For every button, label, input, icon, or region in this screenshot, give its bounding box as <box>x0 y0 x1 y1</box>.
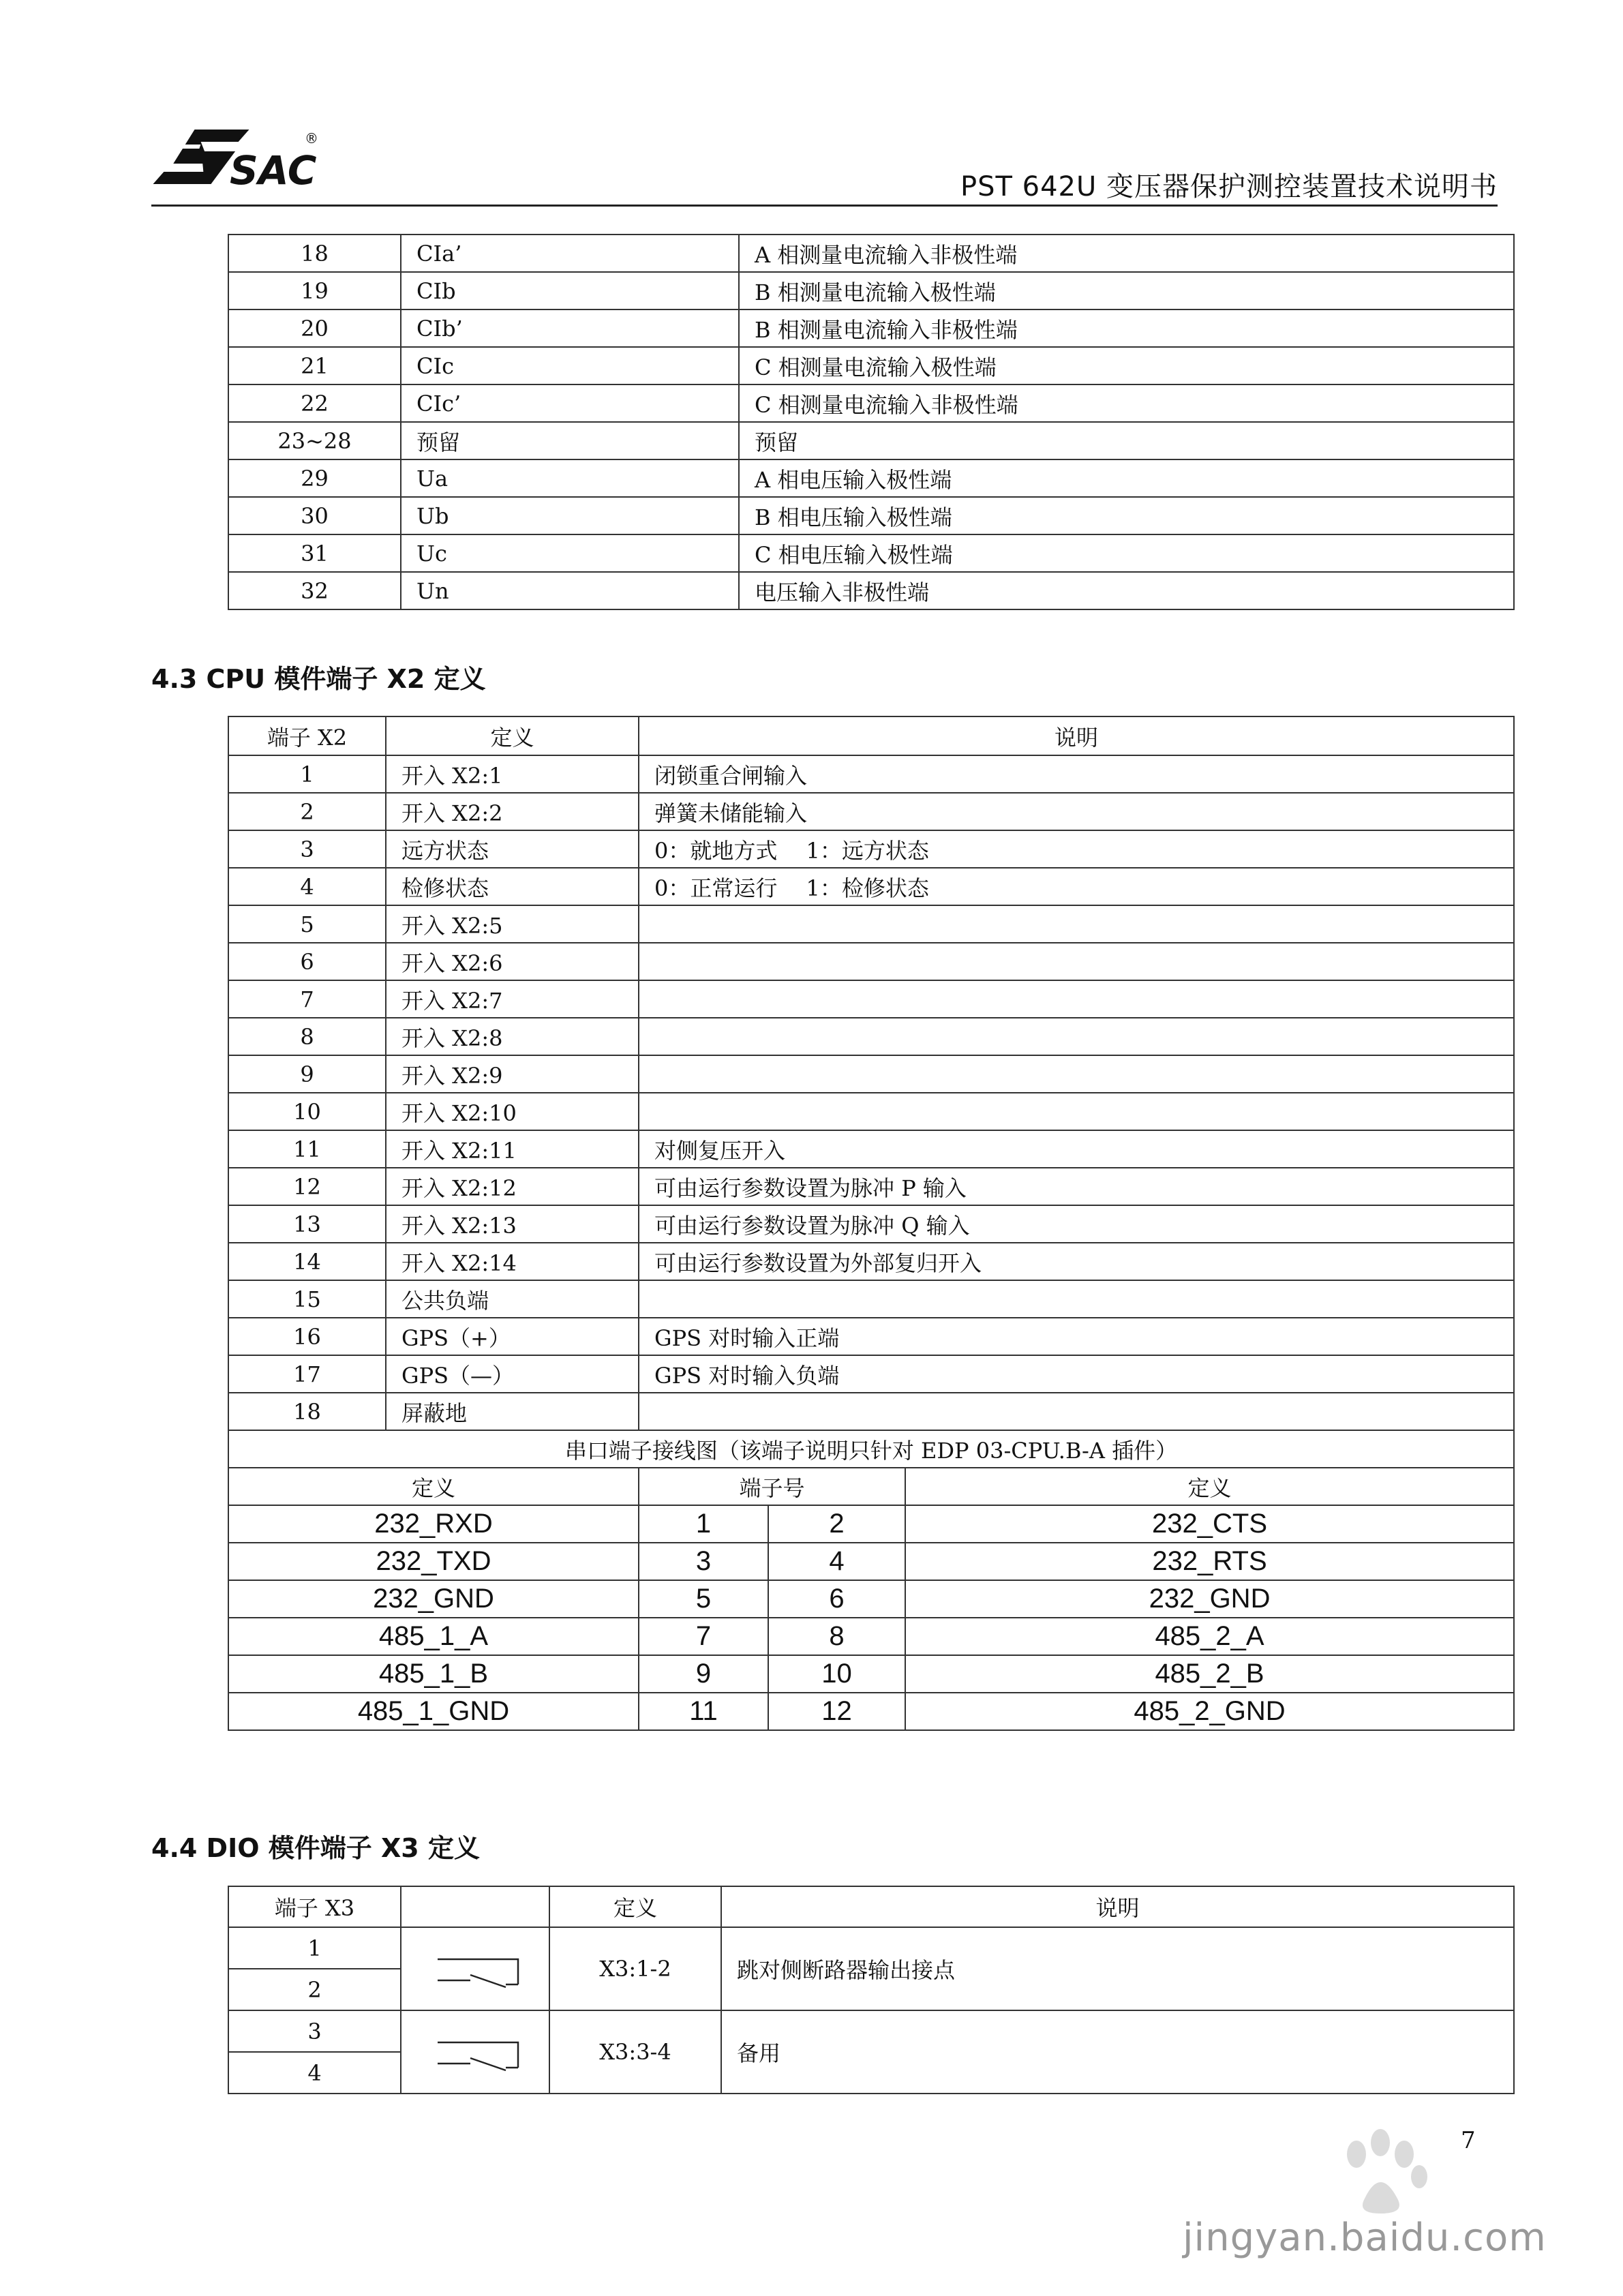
table-row <box>228 868 1514 905</box>
serial-pin-right: 12 <box>768 1693 905 1730</box>
table-row <box>228 980 1514 1018</box>
terminal-signal: CIc <box>401 347 739 384</box>
x3-header-row <box>228 1886 1514 1927</box>
serial-def-right: 232_GND <box>905 1580 1514 1618</box>
x2-description: 可由运行参数设置为脉冲 Q 输入 <box>639 1205 1514 1243</box>
x2-definition: 检修状态 <box>386 868 639 905</box>
col-definition: 定义 <box>386 716 639 755</box>
terminal-number: 32 <box>228 572 401 609</box>
x2-terminal-number: 14 <box>228 1243 386 1280</box>
table-row <box>228 755 1514 793</box>
terminal-description: A 相测量电流输入非极性端 <box>739 235 1514 272</box>
watermark-url: jingyan.baidu.com <box>1183 2216 1547 2260</box>
serial-row <box>228 1618 1514 1655</box>
serial-title-row <box>228 1430 1514 1468</box>
x2-terminal-number: 17 <box>228 1355 386 1393</box>
table-row <box>228 272 1514 309</box>
x2-description <box>639 943 1514 980</box>
serial-col-def-left: 定义 <box>228 1468 639 1505</box>
serial-pin-left: 7 <box>639 1618 768 1655</box>
x2-definition: 开入 X2:13 <box>386 1205 639 1243</box>
x2-description <box>639 1093 1514 1130</box>
page-number: 7 <box>1461 2127 1476 2154</box>
header-rule <box>151 205 1498 207</box>
x3-description: 跳对侧断路器输出接点 <box>721 1927 1514 2010</box>
terminal-signal: CIb <box>401 272 739 309</box>
table-row <box>228 235 1514 272</box>
page-header <box>151 109 1498 206</box>
x2-definition: 公共负端 <box>386 1280 639 1318</box>
terminal-table-continued <box>228 234 1515 610</box>
terminal-description: C 相测量电流输入极性端 <box>739 347 1514 384</box>
terminal-description: 预留 <box>739 422 1514 459</box>
x2-definition: 开入 X2:12 <box>386 1168 639 1205</box>
serial-pin-left: 11 <box>639 1693 768 1730</box>
terminal-signal: CIa’ <box>401 235 739 272</box>
x2-terminal-number: 16 <box>228 1318 386 1355</box>
table-row <box>228 1168 1514 1205</box>
x2-description: 可由运行参数设置为外部复归开入 <box>639 1243 1514 1280</box>
serial-pin-left: 3 <box>639 1543 768 1580</box>
table-row <box>228 1243 1514 1280</box>
x3-terminal-a: 1 <box>228 1927 401 1969</box>
x2-definition: 开入 X2:1 <box>386 755 639 793</box>
x2-terminal-number: 6 <box>228 943 386 980</box>
col-definition-x3: 定义 <box>549 1886 721 1927</box>
table-row <box>228 1393 1514 1430</box>
serial-def-right: 485_2_B <box>905 1655 1514 1693</box>
table-row <box>228 905 1514 943</box>
serial-pin-right: 6 <box>768 1580 905 1618</box>
terminal-signal: Un <box>401 572 739 609</box>
x2-terminal-number: 7 <box>228 980 386 1018</box>
x3-definition: X3:1-2 <box>549 1927 721 2010</box>
serial-row <box>228 1655 1514 1693</box>
x2-description: 0：就地方式 1：远方状态 <box>639 830 1514 868</box>
table-row <box>228 793 1514 830</box>
x3-terminal-a: 3 <box>228 2010 401 2052</box>
terminal-number: 31 <box>228 534 401 572</box>
terminal-number: 18 <box>228 235 401 272</box>
x2-terminal-number: 13 <box>228 1205 386 1243</box>
x2-terminal-number: 3 <box>228 830 386 868</box>
table-row <box>228 1055 1514 1093</box>
x2-description: GPS 对时输入正端 <box>639 1318 1514 1355</box>
serial-def-right: 485_2_GND <box>905 1693 1514 1730</box>
table-row <box>228 943 1514 980</box>
x2-definition: 开入 X2:9 <box>386 1055 639 1093</box>
x2-description: GPS 对时输入负端 <box>639 1355 1514 1393</box>
terminal-signal: Ub <box>401 497 739 534</box>
contact-symbol-icon <box>417 1942 533 1990</box>
col-description-x3: 说明 <box>721 1886 1514 1927</box>
table-row <box>228 1093 1514 1130</box>
x3-contact-symbol <box>401 2010 549 2094</box>
x2-terminal-number: 11 <box>228 1130 386 1168</box>
terminal-signal: CIb’ <box>401 309 739 347</box>
x2-definition: 屏蔽地 <box>386 1393 639 1430</box>
table-row <box>228 1280 1514 1318</box>
col-terminal: 端子 X2 <box>228 716 386 755</box>
terminal-number: 22 <box>228 384 401 422</box>
terminal-number: 19 <box>228 272 401 309</box>
x3-definition: X3:3-4 <box>549 2010 721 2094</box>
terminal-number: 23~28 <box>228 422 401 459</box>
terminal-description: A 相电压输入极性端 <box>739 459 1514 497</box>
serial-row <box>228 1505 1514 1543</box>
x2-definition: GPS（+） <box>386 1318 639 1355</box>
table-row <box>228 309 1514 347</box>
sac-logo <box>151 116 329 201</box>
serial-pin-right: 4 <box>768 1543 905 1580</box>
terminal-number: 20 <box>228 309 401 347</box>
table-row <box>228 534 1514 572</box>
table-row <box>228 1927 1514 1969</box>
table-row <box>228 497 1514 534</box>
x2-terminal-number: 15 <box>228 1280 386 1318</box>
x2-definition: 开入 X2:7 <box>386 980 639 1018</box>
x2-terminal-number: 5 <box>228 905 386 943</box>
svg-text:SAC: SAC <box>230 147 317 194</box>
terminal-number: 30 <box>228 497 401 534</box>
terminal-number: 21 <box>228 347 401 384</box>
table-row <box>228 1130 1514 1168</box>
x2-definition: 开入 X2:5 <box>386 905 639 943</box>
table-row <box>228 2010 1514 2052</box>
table-row <box>228 459 1514 497</box>
terminal-description: B 相电压输入极性端 <box>739 497 1514 534</box>
serial-def-left: 232_TXD <box>228 1543 639 1580</box>
section-heading-x3: 4.4 DIO 模件端子 X3 定义 <box>151 1833 480 1863</box>
terminal-signal: CIc’ <box>401 384 739 422</box>
x2-description <box>639 1055 1514 1093</box>
serial-row <box>228 1693 1514 1730</box>
x2-description <box>639 905 1514 943</box>
serial-def-left: 485_1_A <box>228 1618 639 1655</box>
serial-def-left: 485_1_B <box>228 1655 639 1693</box>
serial-def-right: 232_RTS <box>905 1543 1514 1580</box>
col-description: 说明 <box>639 716 1514 755</box>
serial-pin-left: 1 <box>639 1505 768 1543</box>
cpu-x2-table <box>228 716 1515 1731</box>
serial-header-row <box>228 1468 1514 1505</box>
x2-terminal-number: 12 <box>228 1168 386 1205</box>
section-heading-x2: 4.3 CPU 模件端子 X2 定义 <box>151 664 486 694</box>
serial-pin-left: 5 <box>639 1580 768 1618</box>
table-row <box>228 347 1514 384</box>
serial-pin-left: 9 <box>639 1655 768 1693</box>
terminal-description: B 相测量电流输入极性端 <box>739 272 1514 309</box>
serial-col-def-right: 定义 <box>905 1468 1514 1505</box>
table-row <box>228 422 1514 459</box>
x2-definition: 远方状态 <box>386 830 639 868</box>
col-terminal-x3: 端子 X3 <box>228 1886 401 1927</box>
x2-description: 闭锁重合闸输入 <box>639 755 1514 793</box>
terminal-number: 29 <box>228 459 401 497</box>
document-title: PST 642U 变压器保护测控装置技术说明书 <box>960 171 1498 202</box>
table-row <box>228 1205 1514 1243</box>
x2-description <box>639 980 1514 1018</box>
x2-description: 可由运行参数设置为脉冲 P 输入 <box>639 1168 1514 1205</box>
serial-pin-right: 8 <box>768 1618 905 1655</box>
x2-description: 弹簧未储能输入 <box>639 793 1514 830</box>
serial-col-terminal: 端子号 <box>639 1468 905 1505</box>
x3-terminal-b: 2 <box>228 1969 401 2010</box>
serial-def-left: 232_RXD <box>228 1505 639 1543</box>
terminal-description: C 相电压输入极性端 <box>739 534 1514 572</box>
x2-definition: 开入 X2:6 <box>386 943 639 980</box>
serial-row <box>228 1580 1514 1618</box>
x3-terminal-b: 4 <box>228 2052 401 2094</box>
x3-description: 备用 <box>721 2010 1514 2094</box>
serial-def-right: 485_2_A <box>905 1618 1514 1655</box>
terminal-description: B 相测量电流输入非极性端 <box>739 309 1514 347</box>
svg-text:®: ® <box>305 130 318 147</box>
col-symbol <box>401 1886 549 1927</box>
table-row <box>228 1318 1514 1355</box>
x2-terminal-number: 9 <box>228 1055 386 1093</box>
x2-terminal-number: 18 <box>228 1393 386 1430</box>
x2-terminal-number: 2 <box>228 793 386 830</box>
table-row <box>228 572 1514 609</box>
x2-description: 0：正常运行 1：检修状态 <box>639 868 1514 905</box>
serial-def-left: 485_1_GND <box>228 1693 639 1730</box>
x2-description: 对侧复压开入 <box>639 1130 1514 1168</box>
table-row <box>228 384 1514 422</box>
serial-pin-right: 10 <box>768 1655 905 1693</box>
terminal-signal: 预留 <box>401 422 739 459</box>
x2-definition: 开入 X2:8 <box>386 1018 639 1055</box>
x2-definition: 开入 X2:2 <box>386 793 639 830</box>
serial-row <box>228 1543 1514 1580</box>
serial-def-right: 232_CTS <box>905 1505 1514 1543</box>
x2-description <box>639 1018 1514 1055</box>
x2-definition: 开入 X2:11 <box>386 1130 639 1168</box>
contact-symbol-icon <box>417 2025 533 2073</box>
serial-pin-right: 2 <box>768 1505 905 1543</box>
serial-title: 串口端子接线图（该端子说明只针对 EDP 03-CPU.B-A 插件） <box>228 1430 1514 1468</box>
x2-description <box>639 1393 1514 1430</box>
x2-definition: 开入 X2:10 <box>386 1093 639 1130</box>
x2-terminal-number: 10 <box>228 1093 386 1130</box>
x2-header-row <box>228 716 1514 755</box>
terminal-signal: Uc <box>401 534 739 572</box>
x2-terminal-number: 8 <box>228 1018 386 1055</box>
terminal-description: C 相测量电流输入非极性端 <box>739 384 1514 422</box>
x2-description <box>639 1280 1514 1318</box>
table-row <box>228 1018 1514 1055</box>
x2-terminal-number: 4 <box>228 868 386 905</box>
x2-definition: 开入 X2:14 <box>386 1243 639 1280</box>
x2-terminal-number: 1 <box>228 755 386 793</box>
serial-def-left: 232_GND <box>228 1580 639 1618</box>
table-row <box>228 1355 1514 1393</box>
terminal-signal: Ua <box>401 459 739 497</box>
terminal-description: 电压输入非极性端 <box>739 572 1514 609</box>
dio-x3-table <box>228 1886 1515 2094</box>
x2-definition: GPS（—） <box>386 1355 639 1393</box>
table-row <box>228 830 1514 868</box>
x3-contact-symbol <box>401 1927 549 2010</box>
